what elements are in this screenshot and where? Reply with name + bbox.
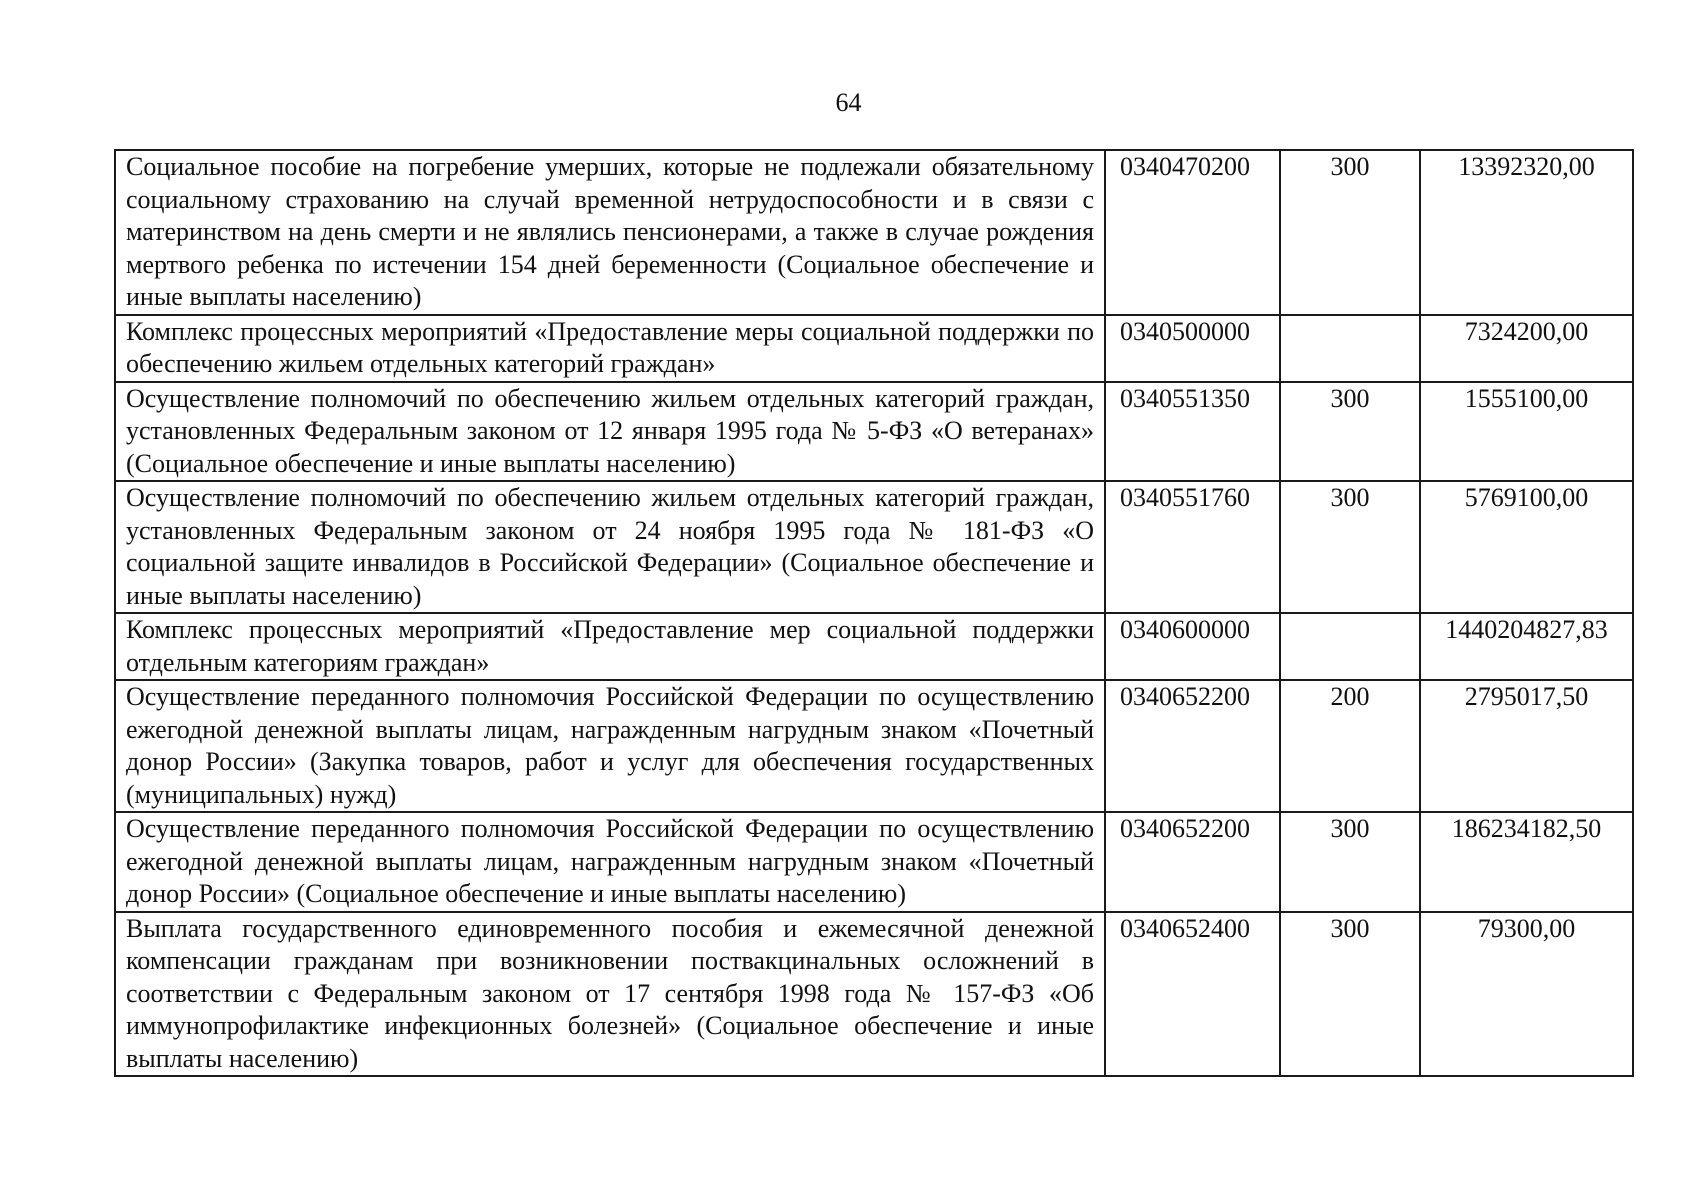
table-row <box>115 812 1633 912</box>
row-expense-type <box>1280 315 1420 382</box>
table-row <box>115 680 1633 812</box>
row-description: Осуществление переданного полномочия Российской Федерации по осуществлению ежегодной денежной выплаты лицам, награжденным нагрудным знаком «Почетный донор России» (Закупка товаров, работ и услуг для обеспечения государственных (муниципальных) нужд) <box>115 680 1105 812</box>
row-amount: 13392320,00 <box>1420 150 1633 315</box>
row-description: Осуществление полномочий по обеспечению жильем отдельных категорий граждан, установленных Федеральным законом от 12 января 1995 года № 5-ФЗ «О ветеранах» (Социальное обеспечение и иные выплаты населению) <box>115 382 1105 482</box>
row-amount: 7324200,00 <box>1420 315 1633 382</box>
row-description: Комплекс процессных мероприятий «Предоставление мер социальной поддержки отдельным категориям граждан» <box>115 613 1105 680</box>
table-row <box>115 481 1633 613</box>
table-row <box>115 912 1633 1077</box>
table-row <box>115 613 1633 680</box>
row-target-code: 0340600000 <box>1105 613 1280 680</box>
row-target-code: 0340652200 <box>1105 812 1280 912</box>
page-number: 64 <box>835 88 862 117</box>
row-description: Осуществление переданного полномочия Российской Федерации по осуществлению ежегодной денежной выплаты лицам, награжденным нагрудным знаком «Почетный донор России» (Социальное обеспечение и иные выплаты населению) <box>115 812 1105 912</box>
row-expense-type: 300 <box>1280 481 1420 613</box>
row-expense-type: 300 <box>1280 150 1420 315</box>
row-description: Осуществление полномочий по обеспечению жильем отдельных категорий граждан, установленных Федеральным законом от 24 ноября 1995 года № 181-ФЗ «О социальной защите инвалидов в Российской Федерации» (Социальное обеспечение и иные выплаты населению) <box>115 481 1105 613</box>
row-target-code: 0340652200 <box>1105 680 1280 812</box>
row-expense-type: 200 <box>1280 680 1420 812</box>
row-expense-type: 300 <box>1280 382 1420 482</box>
row-target-code: 0340470200 <box>1105 150 1280 315</box>
budget-table <box>114 149 1634 1077</box>
row-target-code: 0340551350 <box>1105 382 1280 482</box>
row-amount: 186234182,50 <box>1420 812 1633 912</box>
row-target-code: 0340551760 <box>1105 481 1280 613</box>
row-expense-type <box>1280 613 1420 680</box>
row-description: Выплата государственного единовременного пособия и ежемесячной денежной компенсации гражданам при возникновении поствакцинальных осложнений в соответствии с Федеральным законом от 17 сентября 1998 года № 157-ФЗ «Об иммунопрофилактике инфекционных болезней» (Социальное обеспечение и иные выплаты населению) <box>115 912 1105 1077</box>
row-description: Социальное пособие на погребение умерших, которые не подлежали обязательному социальному страхованию на случай временной нетрудоспособности и в связи с материнством на день смерти и не являлись пенсионерами, а также в случае рождения мертвого ребенка по истечении 154 дней беременности (Социальное обеспечение и иные выплаты населению) <box>115 150 1105 315</box>
row-expense-type: 300 <box>1280 812 1420 912</box>
table-row <box>115 315 1633 382</box>
row-expense-type: 300 <box>1280 912 1420 1077</box>
row-description: Комплекс процессных мероприятий «Предоставление меры социальной поддержки по обеспечению жильем отдельных категорий граждан» <box>115 315 1105 382</box>
row-amount: 1440204827,83 <box>1420 613 1633 680</box>
row-amount: 5769100,00 <box>1420 481 1633 613</box>
row-amount: 2795017,50 <box>1420 680 1633 812</box>
row-target-code: 0340652400 <box>1105 912 1280 1077</box>
row-amount: 79300,00 <box>1420 912 1633 1077</box>
table-row <box>115 382 1633 482</box>
row-amount: 1555100,00 <box>1420 382 1633 482</box>
table-row <box>115 150 1633 315</box>
row-target-code: 0340500000 <box>1105 315 1280 382</box>
